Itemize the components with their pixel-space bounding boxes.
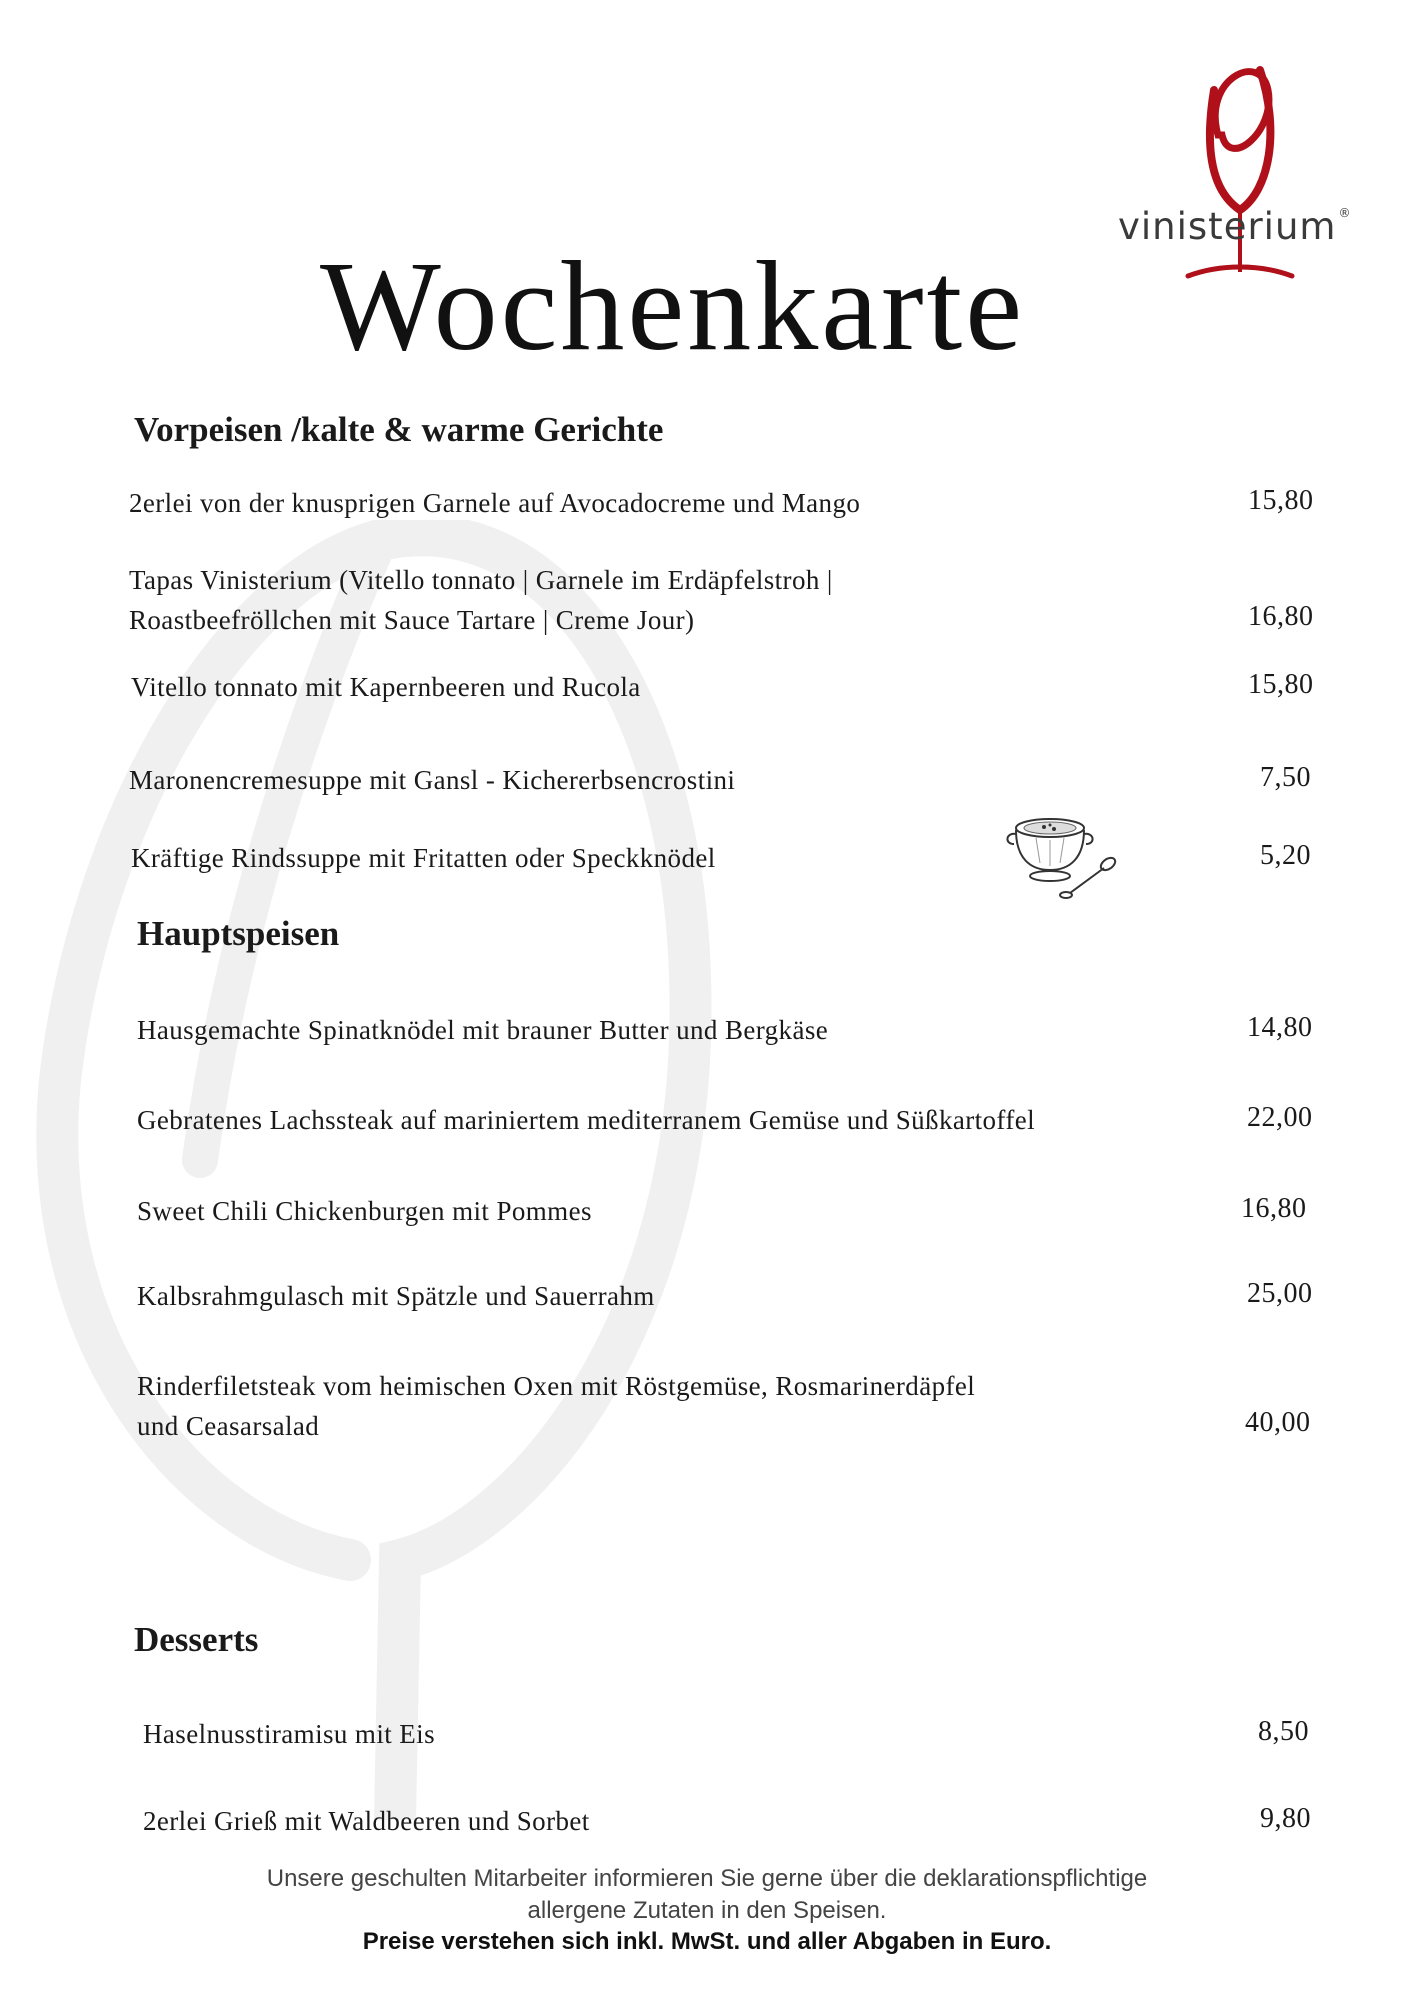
menu-item-price: 5,20: [1260, 840, 1311, 871]
menu-item-name: Hausgemachte Spinatknödel mit brauner Butter und Bergkäse: [137, 1015, 829, 1045]
menu-item-name: Gebratenes Lachssteak auf mariniertem mediterranem Gemüse und Süßkartoffel: [137, 1105, 1036, 1135]
soup-bowl-icon: [1000, 808, 1120, 903]
menu-item-price: 15,80: [1248, 485, 1314, 516]
footer-price-note: Preise verstehen sich inkl. MwSt. und aller Abgaben in Euro.: [362, 1928, 1052, 1955]
section-title-desserts: Desserts: [134, 1620, 259, 1659]
page-title: Wochenkarte: [320, 235, 1025, 377]
footer-allergen-note: Unsere geschulten Mitarbeiter informieren Sie gerne über die deklarationspflichtige: [266, 1865, 1148, 1892]
menu-item-price: 16,80: [1248, 601, 1314, 632]
menu-item-price: 22,00: [1247, 1102, 1313, 1133]
wine-glass-watermark-icon: [0, 520, 720, 1820]
menu-item-name: Haselnusstiramisu mit Eis: [143, 1719, 435, 1749]
menu-item-price: 16,80: [1241, 1193, 1307, 1224]
footer-allergen-note-line2: allergene Zutaten in den Speisen.: [527, 1897, 887, 1924]
menu-item-price: 7,50: [1260, 762, 1311, 793]
menu-item-name: Rinderfiletsteak vom heimischen Oxen mit Röstgemüse, Rosmarinerdäpfel und Ceasarsalad: [137, 1371, 976, 1441]
menu-item-price: 15,80: [1248, 669, 1314, 700]
menu-item-price: 14,80: [1247, 1012, 1313, 1043]
menu-item-name: Kalbsrahmgulasch mit Spätzle und Sauerrahm: [137, 1281, 655, 1311]
menu-item-name: Sweet Chili Chickenburgen mit Pommes: [137, 1196, 592, 1226]
menu-item-name: 2erlei Grieß mit Waldbeeren und Sorbet: [143, 1806, 590, 1836]
menu-item-name: 2erlei von der knusprigen Garnele auf Avocadocreme und Mango: [129, 488, 861, 518]
menu-item-name: Maronencremesuppe mit Gansl - Kichererbsencrostini: [129, 765, 736, 795]
section-title-vorspeisen: Vorpeisen /kalte & warme Gerichte: [134, 410, 664, 449]
menu-item-price: 8,50: [1258, 1716, 1309, 1747]
menu-item-price: 25,00: [1247, 1278, 1313, 1309]
menu-item-price: 9,80: [1260, 1803, 1311, 1834]
menu-item-name: Vitello tonnato mit Kapernbeeren und Rucola: [131, 672, 641, 702]
brand-name: vinisterium ®: [1118, 205, 1352, 248]
menu-item-price: 40,00: [1245, 1407, 1311, 1438]
menu-item-name: Kräftige Rindssuppe mit Fritatten oder Speckknödel: [131, 843, 716, 873]
section-title-hauptspeisen: Hauptspeisen: [137, 914, 340, 953]
wine-glass-logo-icon: [1110, 50, 1370, 290]
menu-item-name: Tapas Vinisterium (Vitello tonnato | Garnele im Erdäpfelstroh | Roastbeefröllchen mit Sauce Tartare | Creme Jour): [129, 565, 833, 635]
